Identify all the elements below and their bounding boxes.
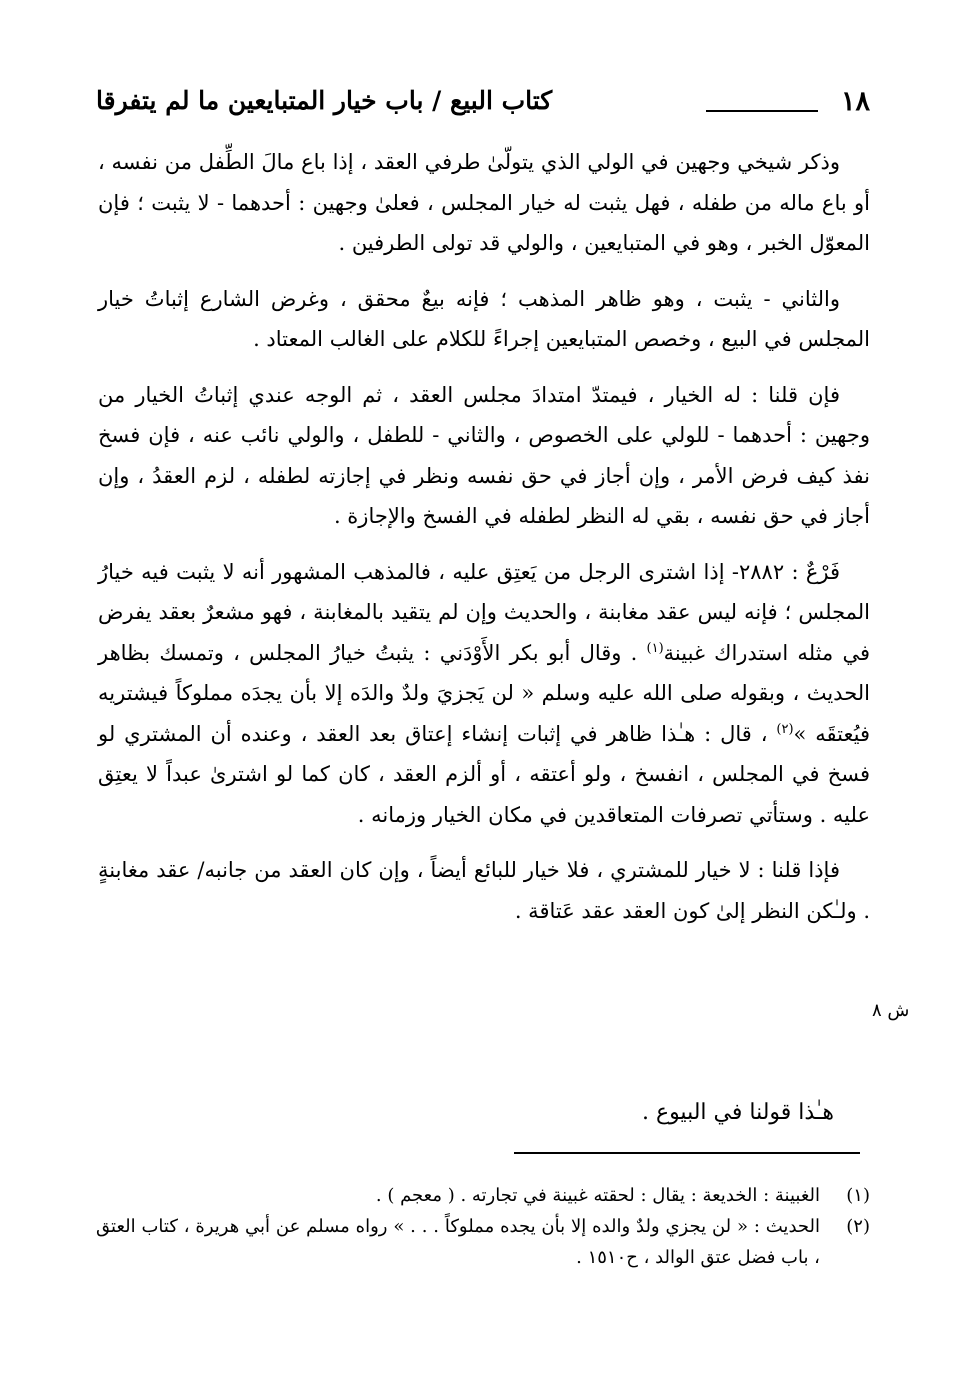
margin-note: ش ٨: [872, 1000, 910, 1021]
paragraph-3: فإن قلنا : له الخيار ، فيمتدّ امتدادَ مجلس العقد ، ثم الوجه عندي إثباتُ الخيار من وجهين : أحدهما - للولي على الخصوص ، والثاني - للطفل ، والولي نائب عنه ، فإن فسخ نفذ كيف فرض الأمر ، وإن أجاز في حق نفسه ونظر في إجازته لطفله ، لزم العقدُ ، وإن أجاز في حق نفسه ، بقي له النظر لطفله في الفسخ والإجازة .: [98, 382, 870, 528]
footnote-number: (٢): [846, 1216, 870, 1237]
footnote-item: [96, 1211, 870, 1273]
paragraph-1: وذكر شيخي وجهين في الولي الذي يتولّىٰ طرفي العقد ، إذا باع مالَ الطِّفل من نفسه ، أو باع ماله من طفله ، فهل يثبت له خيار المجلس ، فعلىٰ وجهين : أحدهما - لا يثبت ؛ فإن المعوّل الخبر ، وهو في المتبايعين ، والولي قد تولى الطرفين .: [98, 150, 870, 255]
footnote-text: الغبينة : الخديعة : يقال : لحقته غبينة في تجارته . ( معجم ) .: [375, 1185, 820, 1206]
header-rule: [706, 110, 818, 112]
paragraph-4-part-c: ، قال : هـٰذا ظاهر في إثبات إنشاء إعتاق بعد العقد ، وعنده أن المشتري لو فسخ في المجلس ، انفسخ ، ولو أعتقه ، أو ألزم العقد ، كان كما لو اشترىٰ عبداً لا يعتِق عليه . وستأتي تصرفات المتعاقدين في مكان الخيار وزمانه .: [98, 721, 870, 827]
footnote-separator: [514, 1152, 860, 1154]
main-text: [98, 142, 870, 946]
paragraph-2: والثاني - يثبت ، وهو ظاهر المذهب ؛ فإنه بيعٌ محقق ، وغرض الشارع إثباتُ خيار المجلس في البيع ، وخصص المتبايعين إجراءً للكلام على الغالب المعتاد .: [98, 286, 870, 351]
paragraph-5: فإذا قلنا : لا خيار للمشتري ، فلا خيار للبائع أيضاً ، وإن كان العقد من جانبه/ عقد مغابنةٍ . ولـٰكن النظر إلىٰ كون العقد عقد عَتاقة .: [98, 858, 870, 923]
footnote-item: [96, 1180, 870, 1211]
footnotes: [96, 1180, 870, 1273]
paragraph-4-part-b: . وقال أبو بكر الأَوْدَني : يثبتُ خيارُ المجلس ، وتمسك بظاهر الحديث ، وبقوله صلى الله عليه وسلم « لن يَجزيَ ولدٌ والدَه إلا بأن يجدَه مملوكاً فيشتريه فيُعتقَه »: [98, 640, 871, 746]
footnote-number: (١): [846, 1185, 870, 1206]
header-title: كتاب البيع / باب خيار المتبايعين ما لم يتفرقا: [96, 86, 553, 115]
footnote-ref-2: (٢): [776, 721, 794, 737]
footnote-ref-1: (١): [646, 640, 664, 656]
running-header: [96, 86, 870, 126]
closing-line: هـٰذا قولنا في البيوع .: [641, 1100, 834, 1125]
footnote-text: الحديث : « لن يجزي ولدٌ والده إلا بأن يجده مملوكاً . . . » رواه مسلم عن أبي هريرة ، كتاب العتق ، باب فضل عتق الوالد ، ح١٥١٠ .: [96, 1216, 820, 1268]
paragraph-4-part-a: فَرْعٌ : ٢٨٨٢- إذا اشترى الرجل من يَعتِق عليه ، فالمذهب المشهور أنه لا يثبت فيه خيارُ المجلس ؛ فإنه ليس عقد مغابنة ، والحديث وإن لم يتقيد بالمغابنة ، فهو مشعرٌ بعقد يفرض في مثله استدراك غبينة: [98, 559, 870, 665]
paragraph-4: [98, 552, 870, 836]
page-number: ١٨: [840, 86, 870, 117]
